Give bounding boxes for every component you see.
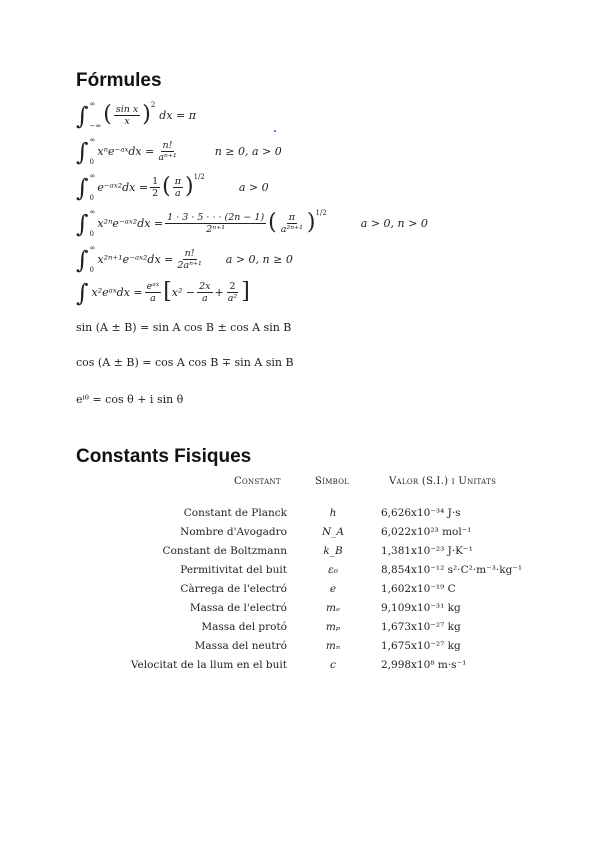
formula-9: eⁱᶿ = cos θ + i sin θ bbox=[76, 393, 184, 406]
constant-value: 1,675x10⁻²⁷ kg bbox=[381, 640, 461, 652]
coef-denominator: 2 bbox=[152, 187, 159, 199]
integrand: x²ⁿe⁻ᵃˣ²dx = bbox=[97, 216, 164, 230]
formulas-title: Fórmules bbox=[76, 70, 162, 91]
numerator: π bbox=[174, 175, 181, 187]
formula-8: cos (A ± B) = cos A cos B ∓ sin A sin B bbox=[76, 356, 294, 369]
numerator: n! bbox=[162, 139, 173, 151]
constant-symbol: N_A bbox=[321, 526, 345, 538]
coef-numerator: 1 bbox=[152, 175, 159, 187]
bracket-numerator-1: 2x bbox=[199, 280, 211, 292]
table-header bbox=[0, 476, 600, 492]
formula-2 bbox=[76, 136, 282, 166]
integral-symbol: ∫ bbox=[76, 174, 89, 202]
formula-5 bbox=[76, 244, 293, 274]
constant-value: 1,381x10⁻²³ J·K⁻¹ bbox=[381, 545, 473, 557]
p-denominator: a²ⁿ⁺¹ bbox=[280, 223, 303, 235]
integral-symbol: ∫ bbox=[76, 210, 89, 238]
constant-name: Nombre d'Avogadro bbox=[180, 526, 287, 538]
denominator: 2aⁿ⁺¹ bbox=[177, 259, 202, 271]
bracket-denominator-2: a² bbox=[227, 292, 238, 304]
lower-limit: 0 bbox=[89, 158, 94, 166]
upper-limit: ∞ bbox=[89, 100, 96, 108]
stray-dot bbox=[274, 130, 276, 132]
table-row bbox=[0, 602, 600, 618]
constant-value: 1,602x10⁻¹⁹ C bbox=[381, 583, 456, 595]
constant-symbol: h bbox=[329, 507, 337, 519]
constants-title: Constants Fisiques bbox=[76, 446, 252, 467]
integrand: x²ⁿ⁺¹e⁻ᵃˣ²dx = bbox=[97, 252, 174, 266]
denominator: aⁿ⁺¹ bbox=[158, 151, 177, 163]
bracket-numerator-2: 2 bbox=[229, 280, 236, 292]
lower-limit: 0 bbox=[89, 266, 94, 274]
formula-7: sin (A ± B) = sin A cos B ± cos A sin B bbox=[76, 321, 292, 334]
upper-limit: ∞ bbox=[89, 244, 96, 252]
formula-4: ∫ ∞ 0 x²ⁿe⁻ᵃˣ²dx = $\frac{1 \cdot 3 \cdot 5 \cdot \cdot \cdot (2n - 1)}{\text{2ⁿ⁺¹}}$ ( $\frac{\pi}{\text{a²ⁿ⁺¹}}$ ) 1/2 a > 0, n > 0 bbox=[76, 208, 428, 238]
numerator: 1 · 3 · 5 · · · (2n − 1) bbox=[167, 211, 265, 223]
condition: n ≥ 0, a > 0 bbox=[214, 144, 282, 158]
formula-rest: dx = π bbox=[159, 108, 196, 122]
table-row bbox=[0, 640, 600, 656]
constant-name: Massa del neutró bbox=[194, 640, 287, 652]
constant-value: 8,854x10⁻¹² s²·C²·m⁻³·kg⁻¹ bbox=[381, 564, 523, 576]
constant-symbol: mₑ bbox=[325, 602, 341, 614]
formula-1: ∫ ∞ −∞ ( $\frac{\text{sin x}}{x}$ ) 2 dx = π bbox=[76, 100, 196, 130]
constant-symbol: ε₀ bbox=[328, 564, 338, 576]
table-row bbox=[0, 564, 600, 580]
denominator: 2ⁿ⁺¹ bbox=[206, 223, 226, 235]
header-symbol: Símbol bbox=[315, 476, 350, 487]
constant-value: 6,626x10⁻³⁴ J·s bbox=[381, 507, 461, 519]
p-numerator: π bbox=[288, 211, 295, 223]
bracket-lead: x² − bbox=[171, 285, 196, 299]
constant-value: 9,109x10⁻³¹ kg bbox=[381, 602, 461, 614]
integrand: e⁻ᵃˣ²dx = bbox=[97, 180, 149, 194]
constant-name: Massa de l'electró bbox=[189, 602, 287, 614]
condition: a > 0, n > 0 bbox=[360, 216, 428, 230]
lower-limit: −∞ bbox=[89, 122, 102, 130]
constant-symbol: c bbox=[330, 659, 336, 671]
condition: a > 0 bbox=[238, 180, 269, 194]
constant-name: Massa del protó bbox=[201, 621, 287, 633]
upper-limit: ∞ bbox=[89, 136, 96, 144]
table-row bbox=[0, 583, 600, 599]
constant-symbol: e bbox=[329, 583, 337, 595]
numerator: n! bbox=[184, 247, 195, 259]
header-value: Valor (S.I.) i Unitats bbox=[389, 476, 497, 487]
constant-name: Càrrega de l'electró bbox=[180, 583, 287, 595]
exponent: 1/2 bbox=[193, 173, 205, 181]
upper-limit: ∞ bbox=[89, 208, 96, 216]
exponent: 2 bbox=[150, 101, 156, 109]
exponent: 1/2 bbox=[315, 209, 327, 217]
table-row bbox=[0, 659, 600, 675]
lower-limit: 0 bbox=[89, 230, 94, 238]
bracket-denominator-1: a bbox=[201, 292, 208, 304]
numerator: sin x bbox=[115, 103, 139, 115]
constant-symbol: k_B bbox=[323, 545, 343, 557]
constant-value: 2,998x10⁸ m·s⁻¹ bbox=[381, 659, 467, 671]
integral-symbol: ∫ bbox=[76, 279, 89, 307]
constant-name: Constant de Planck bbox=[183, 507, 287, 519]
integral-symbol: ∫ bbox=[76, 138, 89, 166]
constant-name: Velocitat de la llum en el buit bbox=[130, 659, 287, 671]
constant-value: 6,022x10²³ mol⁻¹ bbox=[381, 526, 472, 538]
header-constant: Constant bbox=[234, 476, 281, 487]
integral-symbol: ∫ bbox=[76, 102, 89, 130]
constant-symbol: mₚ bbox=[325, 621, 341, 633]
formula-3: ∫ ∞ 0 e⁻ᵃˣ²dx = $\frac{1}{2}$ ( $\frac{\pi}{a}$ ) 1/2 a > 0 bbox=[76, 172, 269, 202]
table-row bbox=[0, 526, 600, 542]
condition: a > 0, n ≥ 0 bbox=[225, 252, 293, 266]
table-row bbox=[0, 545, 600, 561]
bracket-plus: + bbox=[214, 285, 224, 299]
table-row bbox=[0, 621, 600, 637]
constant-name: Constant de Boltzmann bbox=[162, 545, 287, 557]
constant-name: Permitivitat del buit bbox=[180, 564, 287, 576]
constant-value: 1,673x10⁻²⁷ kg bbox=[381, 621, 461, 633]
denominator: a bbox=[150, 292, 156, 304]
upper-limit: ∞ bbox=[89, 172, 96, 180]
constant-symbol: mₙ bbox=[325, 640, 341, 652]
numerator: eᵃˣ bbox=[146, 280, 160, 292]
integrand: x²eᵃˣdx = bbox=[91, 285, 143, 299]
denominator: x bbox=[124, 115, 130, 127]
table-row bbox=[0, 507, 600, 523]
integrand: xⁿe⁻ᵃˣdx = bbox=[97, 144, 155, 158]
integral-symbol: ∫ bbox=[76, 246, 89, 274]
formula-6: ∫ x²eᵃˣdx = $\frac{\text{eᵃˣ}}{a}$ [ x² − $\frac{2x}{a}$ + $\frac{2}{\text{a²}}$ ] bbox=[76, 279, 250, 307]
denominator: a bbox=[175, 187, 181, 199]
lower-limit: 0 bbox=[89, 194, 94, 202]
